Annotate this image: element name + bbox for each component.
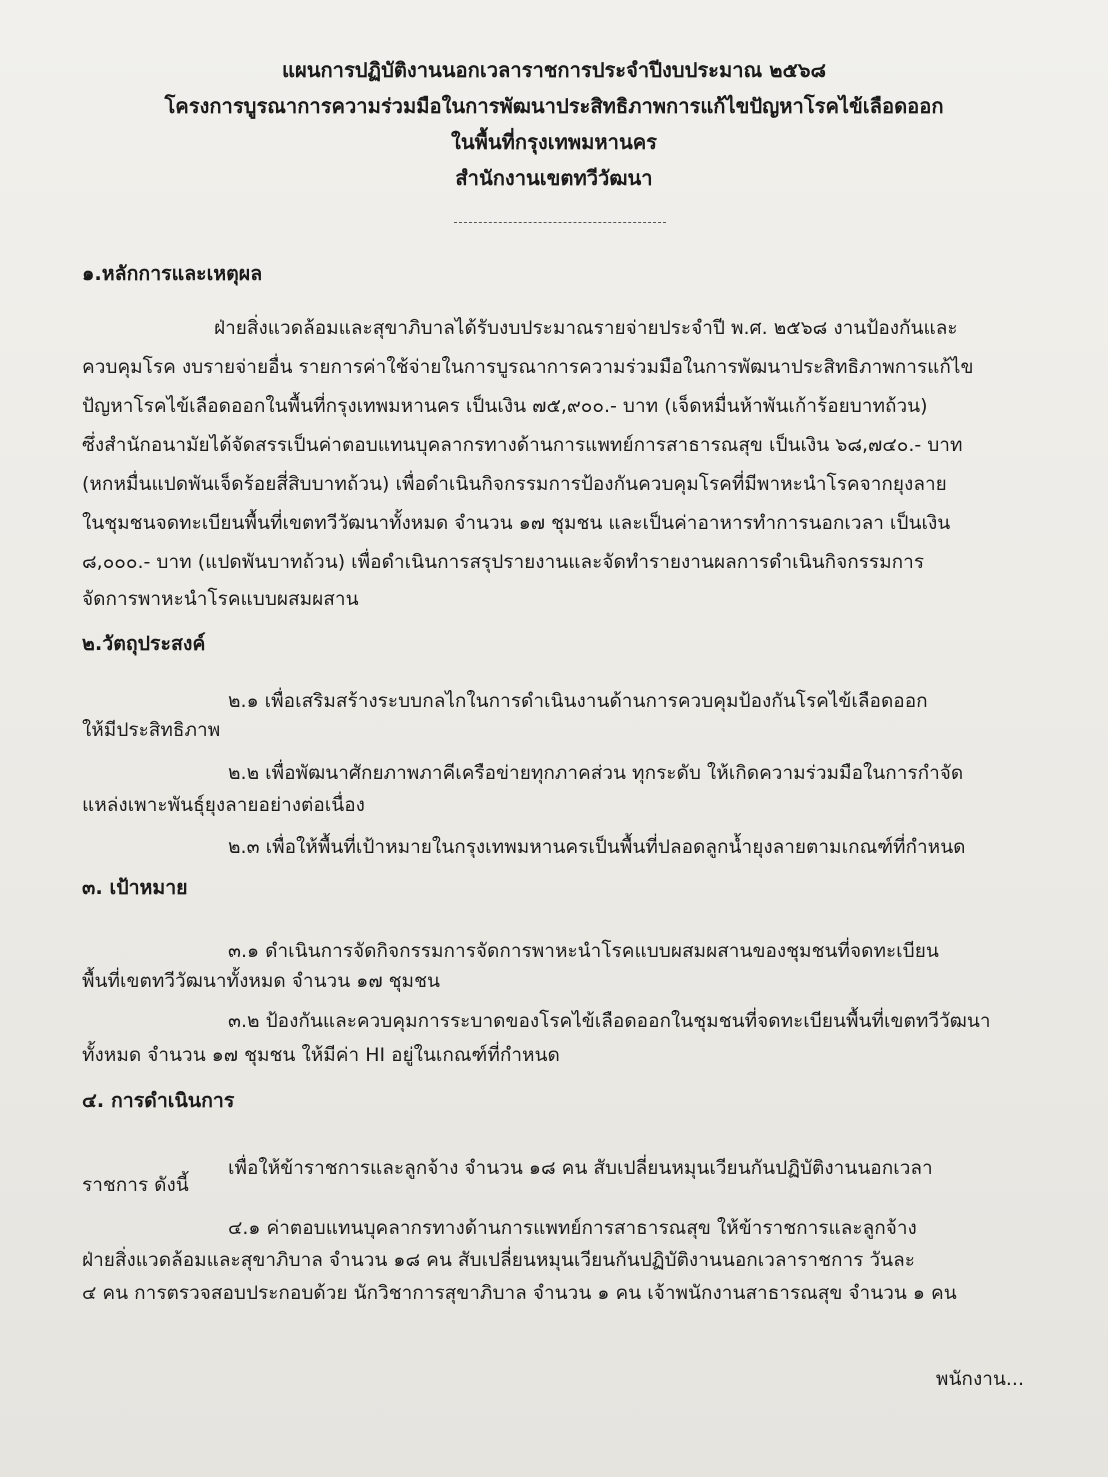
page-continuation: พนักงาน... [935,1368,1024,1390]
section-4-line-4: ฝ่ายสิ่งแวดล้อมและสุขาภิบาล จำนวน ๑๘ คน สับเปลี่ยนหมุนเวียนกันปฏิบัติงานนอกเวลาราชการ วันละ [82,1249,915,1271]
section-2-line-3: ๒.๒ เพื่อพัฒนาศักยภาพภาคีเครือข่ายทุกภาคส่วน ทุกระดับ ให้เกิดความร่วมมือในการกำจัด [228,762,964,784]
section-1-heading: ๑.หลักการและเหตุผล [82,262,263,285]
title-line-4: สำนักงานเขตทวีวัฒนา [455,166,653,190]
section-3-line-3: ๓.๒ ป้องกันและควบคุมการระบาดของโรคไข้เลือดออกในชุมชนที่จดทะเบียนพื้นที่เขตทวีวัฒนา [228,1010,991,1032]
section-4-line-1: เพื่อให้ข้าราชการและลูกจ้าง จำนวน ๑๘ คน สับเปลี่ยนหมุนเวียนกันปฏิบัติงานนอกเวลา [228,1157,933,1179]
section-3-heading: ๓. เป้าหมาย [82,876,188,899]
section-1-line-4: ซึ่งสำนักอนามัยได้จัดสรรเป็นค่าตอบแทนบุคลากรทางด้านการแพทย์การสาธารณสุข เป็นเงิน ๖๘,๗๔๐.- บาท [82,434,963,456]
section-2-line-1: ๒.๑ เพื่อเสริมสร้างระบบกลไกในการดำเนินงานด้านการควบคุมป้องกันโรคไข้เลือดออก [228,690,928,712]
section-1-line-1: ฝ่ายสิ่งแวดล้อมและสุขาภิบาลได้รับงบประมาณรายจ่ายประจำปี พ.ศ. ๒๕๖๘ งานป้องกันและ [214,317,958,339]
section-2-line-4: แหล่งเพาะพันธุ์ยุงลายอย่างต่อเนื่อง [82,794,365,816]
section-3-line-2: พื้นที่เขตทวีวัฒนาทั้งหมด จำนวน ๑๗ ชุมชน [82,970,440,992]
title-line-1: แผนการปฏิบัติงานนอกเวลาราชการประจำปีงบประมาณ ๒๕๖๘ [281,58,827,82]
section-4-line-2: ราชการ ดังนี้ [82,1174,189,1196]
section-3-line-4: ทั้งหมด จำนวน ๑๗ ชุมชน ให้มีค่า HI อยู่ในเกณฑ์ที่กำหนด [82,1044,560,1066]
title-line-3: ในพื้นที่กรุงเทพมหานคร [451,130,657,154]
section-3-line-1: ๓.๑ ดำเนินการจัดกิจกรรมการจัดการพาหะนำโรคแบบผสมผสานของชุมชนที่จดทะเบียน [228,940,939,962]
section-4-heading: ๔. การดำเนินการ [82,1089,235,1112]
section-4-line-3: ๔.๑ ค่าตอบแทนบุคลากรทางด้านการแพทย์การสาธารณสุข ให้ข้าราชการและลูกจ้าง [228,1217,917,1239]
section-1-line-5: (หกหมื่นแปดพันเจ็ดร้อยสี่สิบบาทถ้วน) เพื่อดำเนินกิจกรรมการป้องกันควบคุมโรคที่มีพาหะนำโรคจากยุงลาย [82,473,947,495]
document-title [0,52,1108,196]
section-4-line-5: ๔ คน การตรวจสอบประกอบด้วย นักวิชาการสุขาภิบาล จำนวน ๑ คน เจ้าพนักงานสาธารณสุข จำนวน ๑ คน [82,1282,957,1304]
section-1-line-6: ในชุมชนจดทะเบียนพื้นที่เขตทวีวัฒนาทั้งหมด จำนวน ๑๗ ชุมชน และเป็นค่าอาหารทำการนอกเวลา เป็นเงิน [82,512,951,534]
title-line-2: โครงการบูรณาการความร่วมมือในการพัฒนาประสิทธิภาพการแก้ไขปัญหาโรคไข้เลือดออก [164,94,944,118]
title-divider [454,222,666,223]
section-1-line-8: จัดการพาหะนำโรคแบบผสมผสาน [82,588,359,610]
section-2-line-5: ๒.๓ เพื่อให้พื้นที่เป้าหมายในกรุงเทพมหานครเป็นพื้นที่ปลอดลูกน้ำยุงลายตามเกณฑ์ที่กำหนด [228,836,966,858]
section-2-line-2: ให้มีประสิทธิภาพ [82,719,221,741]
section-1-line-3: ปัญหาโรคไข้เลือดออกในพื้นที่กรุงเทพมหานคร เป็นเงิน ๗๕,๙๐๐.- บาท (เจ็ดหมื่นห้าพันเก้าร้อยบาทถ้วน) [82,395,928,417]
section-1-line-7: ๘,๐๐๐.- บาท (แปดพันบาทถ้วน) เพื่อดำเนินการสรุปรายงานและจัดทำรายงานผลการดำเนินกิจกรรมการ [82,551,925,573]
section-1-line-2: ควบคุมโรค งบรายจ่ายอื่น รายการค่าใช้จ่ายในการบูรณาการความร่วมมือในการพัฒนาประสิทธิภาพการแก้ไข [82,356,974,378]
section-2-heading: ๒.วัตถุประสงค์ [82,632,206,655]
